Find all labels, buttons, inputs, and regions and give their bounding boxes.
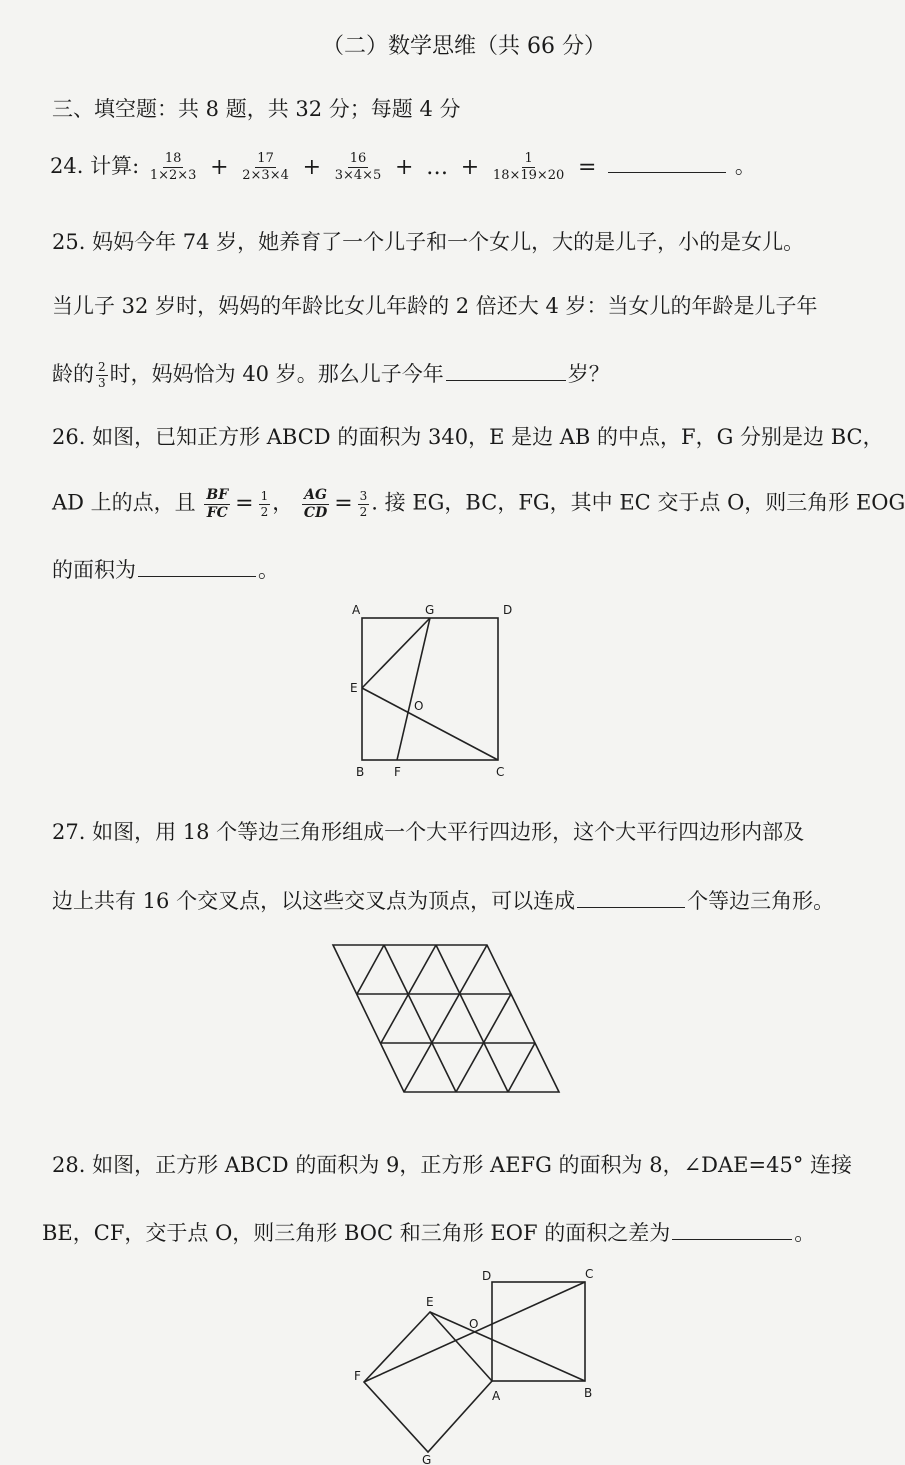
label-o: O <box>469 1317 479 1331</box>
slant-line <box>508 1043 535 1092</box>
q25-text-b: 时，妈妈恰为 40 岁。那么儿子今年 <box>109 362 444 386</box>
label-c: C <box>496 765 505 779</box>
q24-fraction-3: $\frac{16}{3\times 4\times 5}$ <box>334 151 382 183</box>
label-d: D <box>503 603 513 617</box>
q26-text-a: AD 上的点，且 <box>52 490 196 515</box>
q26-square-figure <box>340 596 530 786</box>
label-e: E <box>350 681 358 695</box>
q26-line-3 <box>52 556 279 581</box>
square-abcd <box>362 618 498 760</box>
label-g: G <box>425 603 435 617</box>
q26-line-1: 26. 如图，已知正方形 ABCD 的面积为 340，E 是边 AB 的中点，F，G 分别是边 BC， <box>52 425 884 449</box>
q26-fraction-ag-cd: $\frac{AG}{CD}$ <box>303 487 328 521</box>
q24-answer-blank[interactable] <box>608 152 726 173</box>
plus-sign: + <box>460 154 480 180</box>
plus-sign: + <box>394 154 414 180</box>
q24-fraction-2: $\frac{17}{2\times 3\times 4}$ <box>242 151 289 183</box>
q28-text-a: BE，CF，交于点 O，则三角形 BOC 和三角形 EOF 的面积之差为 <box>42 1221 671 1245</box>
q25-answer-blank[interactable] <box>446 360 566 381</box>
plus-sign: + <box>302 154 321 180</box>
label-e: E <box>426 1295 434 1309</box>
segment-ec <box>362 688 498 760</box>
q28-squares-figure <box>350 1262 610 1465</box>
q27-answer-blank[interactable] <box>577 887 685 908</box>
part-heading: 三、填空题：共 8 题，共 32 分；每题 4 分 <box>52 97 461 121</box>
q25-line-1: 25. 妈妈今年 74 岁，她养育了一个儿子和一个女儿，大的是儿子，小的是女儿。 <box>52 230 805 254</box>
segment-gf <box>397 618 430 760</box>
q28-answer-blank[interactable] <box>672 1219 792 1240</box>
q25-text-a: 龄的 <box>52 362 94 386</box>
question-24 <box>50 152 756 183</box>
q26-text-b: . 接 EG，BC，FG，其中 EC 交于点 O，则三角形 EOG <box>371 490 905 515</box>
q25-text-c: 岁？ <box>567 362 610 386</box>
q25-line-2: 当儿子 32 岁时，妈妈的年龄比女儿年龄的 2 倍还大 4 岁：当女儿的年龄是儿子年 <box>52 294 818 318</box>
label-a: A <box>352 603 361 617</box>
q25-fraction: $\frac{2}{3}$ <box>98 360 106 390</box>
label-c: C <box>585 1267 594 1281</box>
q28-end: 。 <box>794 1221 816 1245</box>
square-abcd <box>492 1282 585 1381</box>
q26-answer-blank[interactable] <box>138 556 256 577</box>
section-title: （二）数学思维（共 66 分） <box>322 34 606 59</box>
q26-end: 。 <box>258 558 279 582</box>
q27-line-1: 27. 如图，用 18 个等边三角形组成一个大平行四边形，这个大平行四边形内部及 <box>52 820 805 844</box>
label-o: O <box>414 699 424 713</box>
label-f: F <box>394 765 401 779</box>
q24-prefix: 24. 计算: <box>50 154 140 178</box>
label-b: B <box>584 1386 593 1400</box>
q27-text-b: 个等边三角形。 <box>687 889 835 913</box>
slant-line <box>357 945 384 994</box>
comma: ， <box>272 490 294 515</box>
q27-parallelogram-figure <box>330 942 565 1094</box>
label-b: B <box>356 765 365 779</box>
q26-text-c: 的面积为 <box>52 558 136 582</box>
q28-line-2 <box>42 1219 815 1244</box>
q28-line-1: 28. 如图，正方形 ABCD 的面积为 9，正方形 AEFG 的面积为 8，∠DAE=45° 连接 <box>52 1153 852 1177</box>
label-d: D <box>482 1269 492 1283</box>
plus-sign: + <box>210 154 229 180</box>
q24-fraction-1: $\frac{18}{1\times 2\times 3}$ <box>149 151 197 183</box>
ellipsis: … <box>426 154 449 180</box>
q26-line-2 <box>52 488 905 520</box>
q26-fraction-1-2: $\frac{1}{2}$ <box>260 489 269 519</box>
segment-eg <box>362 618 430 688</box>
label-f: F <box>354 1369 361 1383</box>
equals-sign: = <box>334 491 353 517</box>
equals-sign: = <box>578 154 597 180</box>
q27-line-2 <box>52 887 834 912</box>
q26-fraction-bf-fc: $\frac{BF}{FC}$ <box>206 487 229 521</box>
q24-end: 。 <box>734 154 756 178</box>
label-g: G <box>422 1453 432 1465</box>
q26-fraction-3-2: $\frac{3}{2}$ <box>359 489 368 519</box>
label-a: A <box>492 1389 501 1403</box>
q27-text-a: 边上共有 16 个交叉点，以这些交叉点为顶点，可以连成 <box>52 889 576 913</box>
q25-line-3 <box>52 360 610 390</box>
q24-fraction-4: $\frac{1}{18\times 19\times 20}$ <box>492 151 565 183</box>
segment-be <box>430 1312 585 1381</box>
equals-sign: = <box>235 491 254 517</box>
